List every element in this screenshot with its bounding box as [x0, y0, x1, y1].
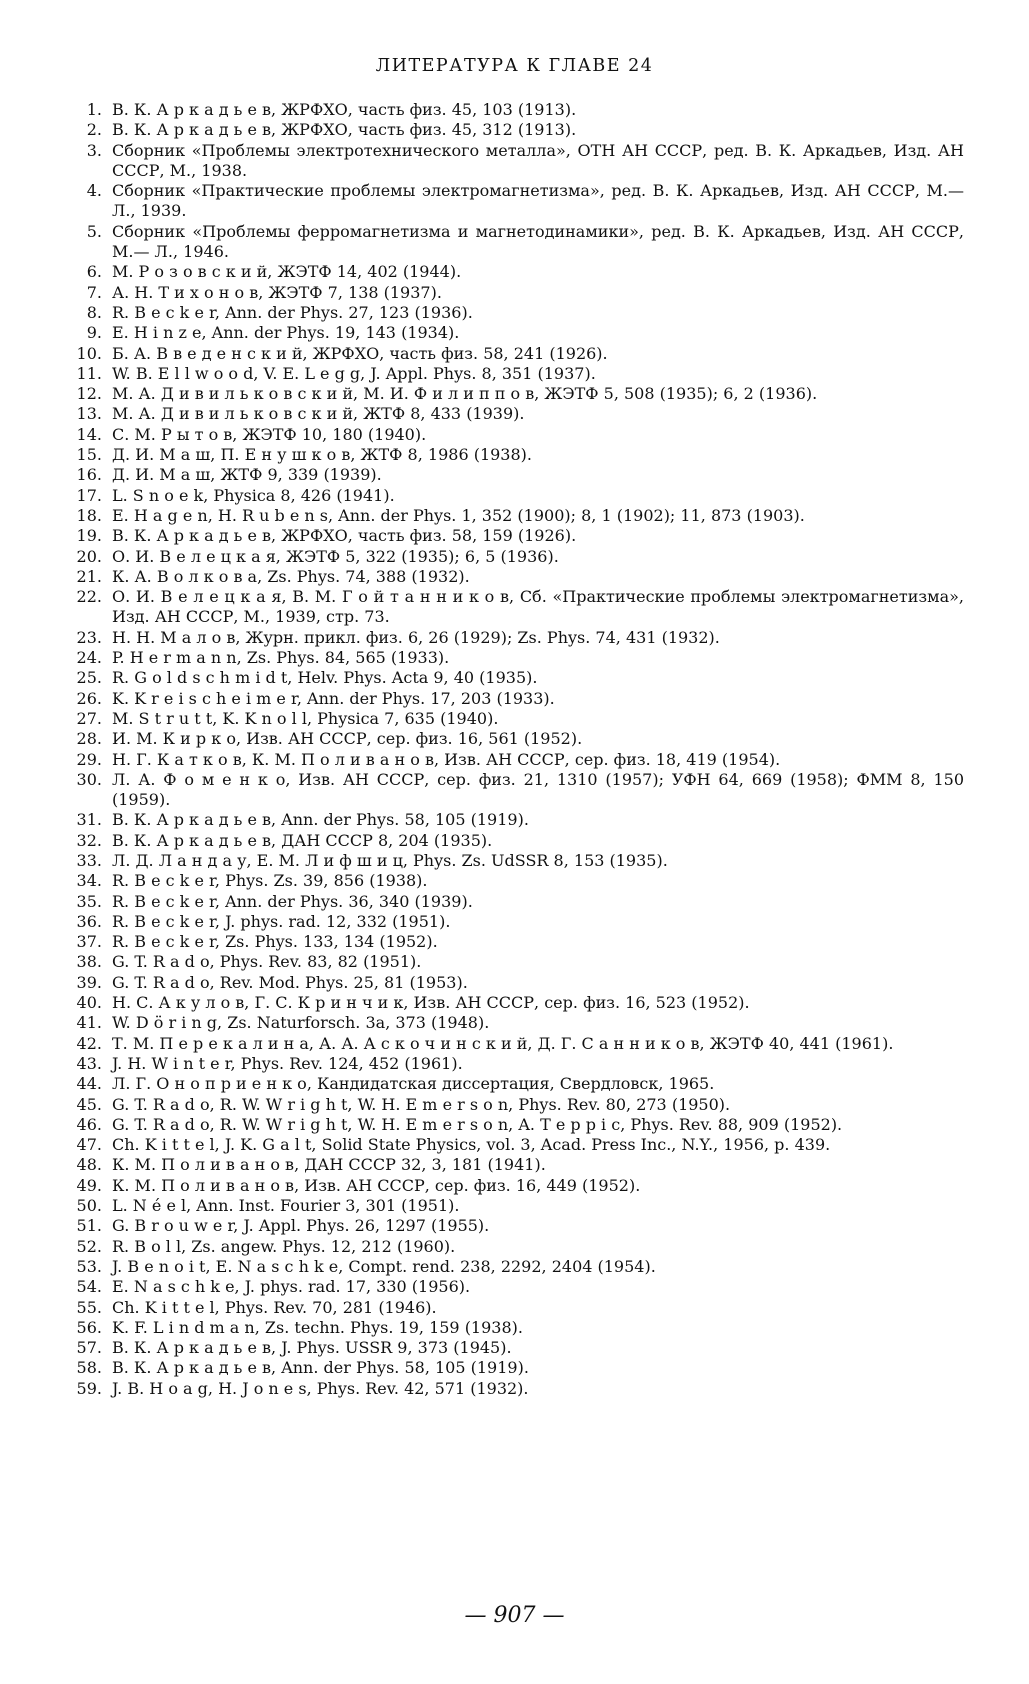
reference-number: 9. [86, 323, 102, 343]
reference-number: 28. [76, 729, 102, 749]
reference-text: Л. А. Ф о м е н к о, Изв. АН СССР, сер. физ. 21, 1310 (1957); УФН 64, 669 (1958); ФММ 8, 150 (1959). [112, 769, 964, 810]
reference-item [74, 323, 964, 343]
reference-number: 47. [76, 1135, 102, 1155]
reference-item [74, 1338, 964, 1358]
reference-number: 5. [86, 221, 102, 241]
reference-item [74, 810, 964, 830]
reference-number: 41. [76, 1013, 102, 1033]
reference-item [74, 262, 964, 282]
reference-number: 43. [76, 1053, 102, 1073]
reference-number: 45. [76, 1094, 102, 1114]
reference-text: J. H. W i n t e r, Phys. Rev. 124, 452 (1961). [112, 1053, 463, 1073]
reference-text: J. B e n o i t, E. N a s c h k e, Compt. rend. 238, 2292, 2404 (1954). [112, 1256, 656, 1276]
reference-text: R. B e c k e r, J. phys. rad. 12, 332 (1951). [112, 911, 451, 931]
reference-number: 2. [86, 120, 102, 140]
reference-number: 32. [76, 830, 102, 850]
reference-text: Б. А. В в е д е н с к и й, ЖРФХО, часть физ. 58, 241 (1926). [112, 343, 608, 363]
reference-text: W. B. E l l w o o d, V. E. L e g g, J. Appl. Phys. 8, 351 (1937). [112, 363, 596, 383]
reference-number: 36. [76, 911, 102, 931]
reference-number: 25. [76, 668, 102, 688]
reference-text: R. B e c k e r, Ann. der Phys. 36, 340 (1939). [112, 891, 473, 911]
reference-item [74, 729, 964, 749]
reference-number: 50. [76, 1196, 102, 1216]
reference-text: М. А. Д и в и л ь к о в с к и й, ЖТФ 8, 433 (1939). [112, 404, 525, 424]
reference-item [74, 1013, 964, 1033]
reference-text: Л. Д. Л а н д а у, Е. М. Л и ф ш и ц, Phys. Zs. UdSSR 8, 153 (1935). [112, 850, 668, 870]
reference-text: P. H e r m a n n, Zs. Phys. 84, 565 (1933). [112, 648, 450, 668]
reference-item [74, 303, 964, 323]
reference-text: L. N é e l, Ann. Inst. Fourier 3, 301 (1951). [112, 1196, 460, 1216]
reference-text: J. B. H o a g, H. J o n e s, Phys. Rev. 42, 571 (1932). [112, 1378, 529, 1398]
reference-item [74, 567, 964, 587]
reference-text: В. К. А р к а д ь е в, J. Phys. USSR 9, 373 (1945). [112, 1338, 512, 1358]
reference-item [74, 770, 964, 811]
reference-item [74, 465, 964, 485]
reference-number: 11. [76, 363, 102, 383]
reference-text: Т. М. П е р е к а л и н а, А. А. А с к о ч и н с к и й, Д. Г. С а н н и к о в, ЖЭТФ 40, 441 (1961). [112, 1033, 894, 1053]
reference-item [74, 1358, 964, 1378]
reference-item [74, 1155, 964, 1175]
reference-text: М. Р о з о в с к и й, ЖЭТФ 14, 402 (1944). [112, 262, 462, 282]
reference-text: А. Н. Т и х о н о в, ЖЭТФ 7, 138 (1937). [112, 282, 442, 302]
reference-text: E. H i n z e, Ann. der Phys. 19, 143 (1934). [112, 323, 460, 343]
reference-number: 46. [76, 1114, 102, 1134]
reference-text: О. И. В е л е ц к а я, ЖЭТФ 5, 322 (1935); 6, 5 (1936). [112, 546, 559, 566]
reference-text: Д. И. М а ш, ЖТФ 9, 339 (1939). [112, 465, 382, 485]
reference-item [74, 404, 964, 424]
reference-text: О. И. В е л е ц к а я, В. М. Г о й т а н н и к о в, Сб. «Практические проблемы электромагнетизма», Изд. АН СССР, М., 1939, стр. 73. [112, 587, 964, 627]
reference-text: G. T. R a d o, R. W. W r i g h t, W. H. E m e r s o n, Phys. Rev. 80, 273 (1950). [112, 1094, 731, 1114]
reference-item [74, 1054, 964, 1074]
reference-item [74, 486, 964, 506]
reference-item [74, 445, 964, 465]
reference-text: В. К. А р к а д ь е в, Ann. der Phys. 58, 105 (1919). [112, 810, 529, 830]
reference-number: 8. [86, 302, 102, 322]
reference-item [74, 1095, 964, 1115]
reference-item [74, 750, 964, 770]
reference-item [74, 689, 964, 709]
reference-text: R. B e c k e r, Zs. Phys. 133, 134 (1952). [112, 932, 438, 952]
reference-item [74, 344, 964, 364]
reference-text: Л. Г. О н о п р и е н к о, Кандидатская диссертация, Свердловск, 1965. [112, 1074, 715, 1094]
reference-item [74, 1115, 964, 1135]
reference-item [74, 1034, 964, 1054]
reference-text: M. S t r u t t, K. K n o l l, Physica 7, 635 (1940). [112, 708, 499, 728]
reference-text: R. B e c k e r, Ann. der Phys. 27, 123 (1936). [112, 302, 473, 322]
reference-number: 6. [86, 262, 102, 282]
reference-item [74, 1318, 964, 1338]
reference-item [74, 851, 964, 871]
reference-number: 3. [86, 140, 102, 160]
reference-text: В. К. А р к а д ь е в, Ann. der Phys. 58, 105 (1919). [112, 1358, 529, 1378]
reference-item [74, 526, 964, 546]
reference-number: 58. [76, 1358, 102, 1378]
reference-number: 51. [76, 1216, 102, 1236]
reference-item [74, 892, 964, 912]
reference-item [74, 364, 964, 384]
reference-number: 34. [76, 871, 102, 891]
reference-text: Сборник «Практические проблемы электромагнетизма», ред. В. К. Аркадьев, Изд. АН СССР, М.— Л., 1939. [112, 181, 964, 221]
reference-text: Н. С. А к у л о в, Г. С. К р и н ч и к, Изв. АН СССР, сер. физ. 16, 523 (1952). [112, 993, 750, 1013]
reference-text: G. T. R a d o, Rev. Mod. Phys. 25, 81 (1953). [112, 972, 468, 992]
reference-number: 12. [76, 384, 102, 404]
reference-item [74, 547, 964, 567]
reference-text: G. T. R a d o, R. W. W r i g h t, W. H. E m e r s o n, A. T e p p i c, Phys. Rev. 88, 909 (1952). [112, 1114, 843, 1134]
reference-number: 55. [76, 1297, 102, 1317]
reference-number: 18. [76, 505, 102, 525]
reference-number: 23. [76, 627, 102, 647]
reference-number: 16. [76, 465, 102, 485]
reference-item [74, 668, 964, 688]
reference-text: Н. Н. М а л о в, Журн. прикл. физ. 6, 26 (1929); Zs. Phys. 74, 431 (1932). [112, 627, 720, 647]
reference-text: В. К. А р к а д ь е в, ЖРФХО, часть физ. 45, 103 (1913). [112, 100, 577, 119]
page-number: — 907 — [464, 1603, 565, 1628]
reference-text: Ch. K i t t e l, J. K. G a l t, Solid State Physics, vol. 3, Acad. Press Inc., N.Y., 1956, p. 439. [112, 1135, 831, 1155]
reference-list [74, 100, 964, 1399]
reference-item [74, 1298, 964, 1318]
reference-number: 54. [76, 1277, 102, 1297]
reference-item [74, 1277, 964, 1297]
reference-text: G. B r o u w e r, J. Appl. Phys. 26, 1297 (1955). [112, 1216, 490, 1236]
reference-text: R. B e c k e r, Phys. Zs. 39, 856 (1938). [112, 871, 428, 891]
reference-text: E. H a g e n, H. R u b e n s, Ann. der Phys. 1, 352 (1900); 8, 1 (1902); 11, 873 (1903). [112, 505, 805, 525]
reference-number: 33. [76, 850, 102, 870]
reference-number: 27. [76, 708, 102, 728]
reference-number: 7. [86, 282, 102, 302]
reference-number: 56. [76, 1317, 102, 1337]
reference-text: G. T. R a d o, Phys. Rev. 83, 82 (1951). [112, 952, 422, 972]
reference-text: Н. Г. К а т к о в, К. М. П о л и в а н о в, Изв. АН СССР, сер. физ. 18, 419 (1954). [112, 749, 781, 769]
reference-number: 14. [76, 424, 102, 444]
reference-item [74, 973, 964, 993]
reference-number: 19. [76, 526, 102, 546]
reference-number: 20. [76, 546, 102, 566]
reference-item [74, 1196, 964, 1216]
reference-text: К. М. П о л и в а н о в, ДАН СССР 32, 3, 181 (1941). [112, 1155, 546, 1175]
reference-number: 38. [76, 952, 102, 972]
reference-text: K. F. L i n d m a n, Zs. techn. Phys. 19, 159 (1938). [112, 1317, 523, 1337]
reference-text: В. К. А р к а д ь е в, ЖРФХО, часть физ. 45, 312 (1913). [112, 120, 577, 140]
reference-number: 37. [76, 932, 102, 952]
reference-item [74, 222, 964, 263]
reference-text: С. М. Р ы т о в, ЖЭТФ 10, 180 (1940). [112, 424, 427, 444]
reference-number: 53. [76, 1256, 102, 1276]
reference-number: 29. [76, 749, 102, 769]
reference-text: R. B o l l, Zs. angew. Phys. 12, 212 (1960). [112, 1236, 456, 1256]
reference-item [74, 120, 964, 140]
reference-item [74, 993, 964, 1013]
reference-text: W. D ö r i n g, Zs. Naturforsch. 3a, 373 (1948). [112, 1013, 490, 1033]
reference-number: 31. [76, 810, 102, 830]
reference-text: М. А. Д и в и л ь к о в с к и й, М. И. Ф и л и п п о в, ЖЭТФ 5, 508 (1935); 6, 2 (1936). [112, 384, 818, 404]
reference-number: 10. [76, 343, 102, 363]
reference-item [74, 1176, 964, 1196]
reference-number: 57. [76, 1338, 102, 1358]
reference-text: К. М. П о л и в а н о в, Изв. АН СССР, сер. физ. 16, 449 (1952). [112, 1175, 641, 1195]
running-head: ЛИТЕРАТУРА К ГЛАВЕ 24 [375, 56, 654, 76]
reference-item [74, 283, 964, 303]
reference-item [74, 1216, 964, 1236]
reference-text: Сборник «Проблемы электротехнического металла», ОТН АН СССР, ред. В. К. Аркадьев, Изд. АН СССР, М., 1938. [112, 140, 964, 180]
reference-text: И. М. К и р к о, Изв. АН СССР, сер. физ. 16, 561 (1952). [112, 729, 583, 749]
reference-number: 13. [76, 404, 102, 424]
reference-text: E. N a s c h k e, J. phys. rad. 17, 330 (1956). [112, 1277, 471, 1297]
reference-number: 52. [76, 1236, 102, 1256]
reference-item [74, 506, 964, 526]
reference-number: 42. [76, 1033, 102, 1053]
reference-item [74, 1074, 964, 1094]
reference-number: 30. [76, 769, 102, 789]
reference-item [74, 932, 964, 952]
reference-item [74, 1135, 964, 1155]
reference-text: В. К. А р к а д ь е в, ЖРФХО, часть физ. 58, 159 (1926). [112, 526, 577, 546]
reference-item [74, 425, 964, 445]
reference-number: 44. [76, 1074, 102, 1094]
reference-item [74, 871, 964, 891]
reference-item [74, 181, 964, 222]
reference-item [74, 1379, 964, 1399]
reference-number: 48. [76, 1155, 102, 1175]
reference-text: R. G o l d s c h m i d t, Helv. Phys. Acta 9, 40 (1935). [112, 668, 538, 688]
reference-number: 15. [76, 445, 102, 465]
reference-number: 49. [76, 1175, 102, 1195]
reference-text: L. S n o e k, Physica 8, 426 (1941). [112, 485, 395, 505]
reference-item [74, 587, 964, 628]
reference-text: K. K r e i s c h e i m e r, Ann. der Phys. 17, 203 (1933). [112, 688, 555, 708]
reference-item [74, 1257, 964, 1277]
reference-number: 4. [86, 181, 102, 201]
reference-item [74, 831, 964, 851]
reference-item [74, 952, 964, 972]
reference-text: К. А. В о л к о в а, Zs. Phys. 74, 388 (1932). [112, 566, 470, 586]
reference-item [74, 141, 964, 182]
reference-text: Ch. K i t t e l, Phys. Rev. 70, 281 (1946). [112, 1297, 437, 1317]
reference-item [74, 628, 964, 648]
reference-item [74, 648, 964, 668]
reference-number: 21. [76, 566, 102, 586]
reference-item [74, 1237, 964, 1257]
reference-number: 22. [76, 587, 102, 607]
reference-item [74, 384, 964, 404]
reference-text: В. К. А р к а д ь е в, ДАН СССР 8, 204 (1935). [112, 830, 493, 850]
reference-text: Д. И. М а ш, П. Е н у ш к о в, ЖТФ 8, 1986 (1938). [112, 445, 532, 465]
reference-number: 35. [76, 891, 102, 911]
reference-number: 1. [86, 100, 102, 119]
reference-number: 17. [76, 485, 102, 505]
reference-number: 26. [76, 688, 102, 708]
reference-item [74, 709, 964, 729]
reference-text: Сборник «Проблемы ферромагнетизма и магнетодинамики», ред. В. К. Аркадьев, Изд. АН СССР, М.— Л., 1946. [112, 221, 964, 262]
reference-number: 59. [76, 1378, 102, 1398]
reference-number: 24. [76, 648, 102, 668]
reference-number: 40. [76, 993, 102, 1013]
reference-item [74, 100, 964, 120]
reference-number: 39. [76, 972, 102, 992]
reference-item [74, 912, 964, 932]
